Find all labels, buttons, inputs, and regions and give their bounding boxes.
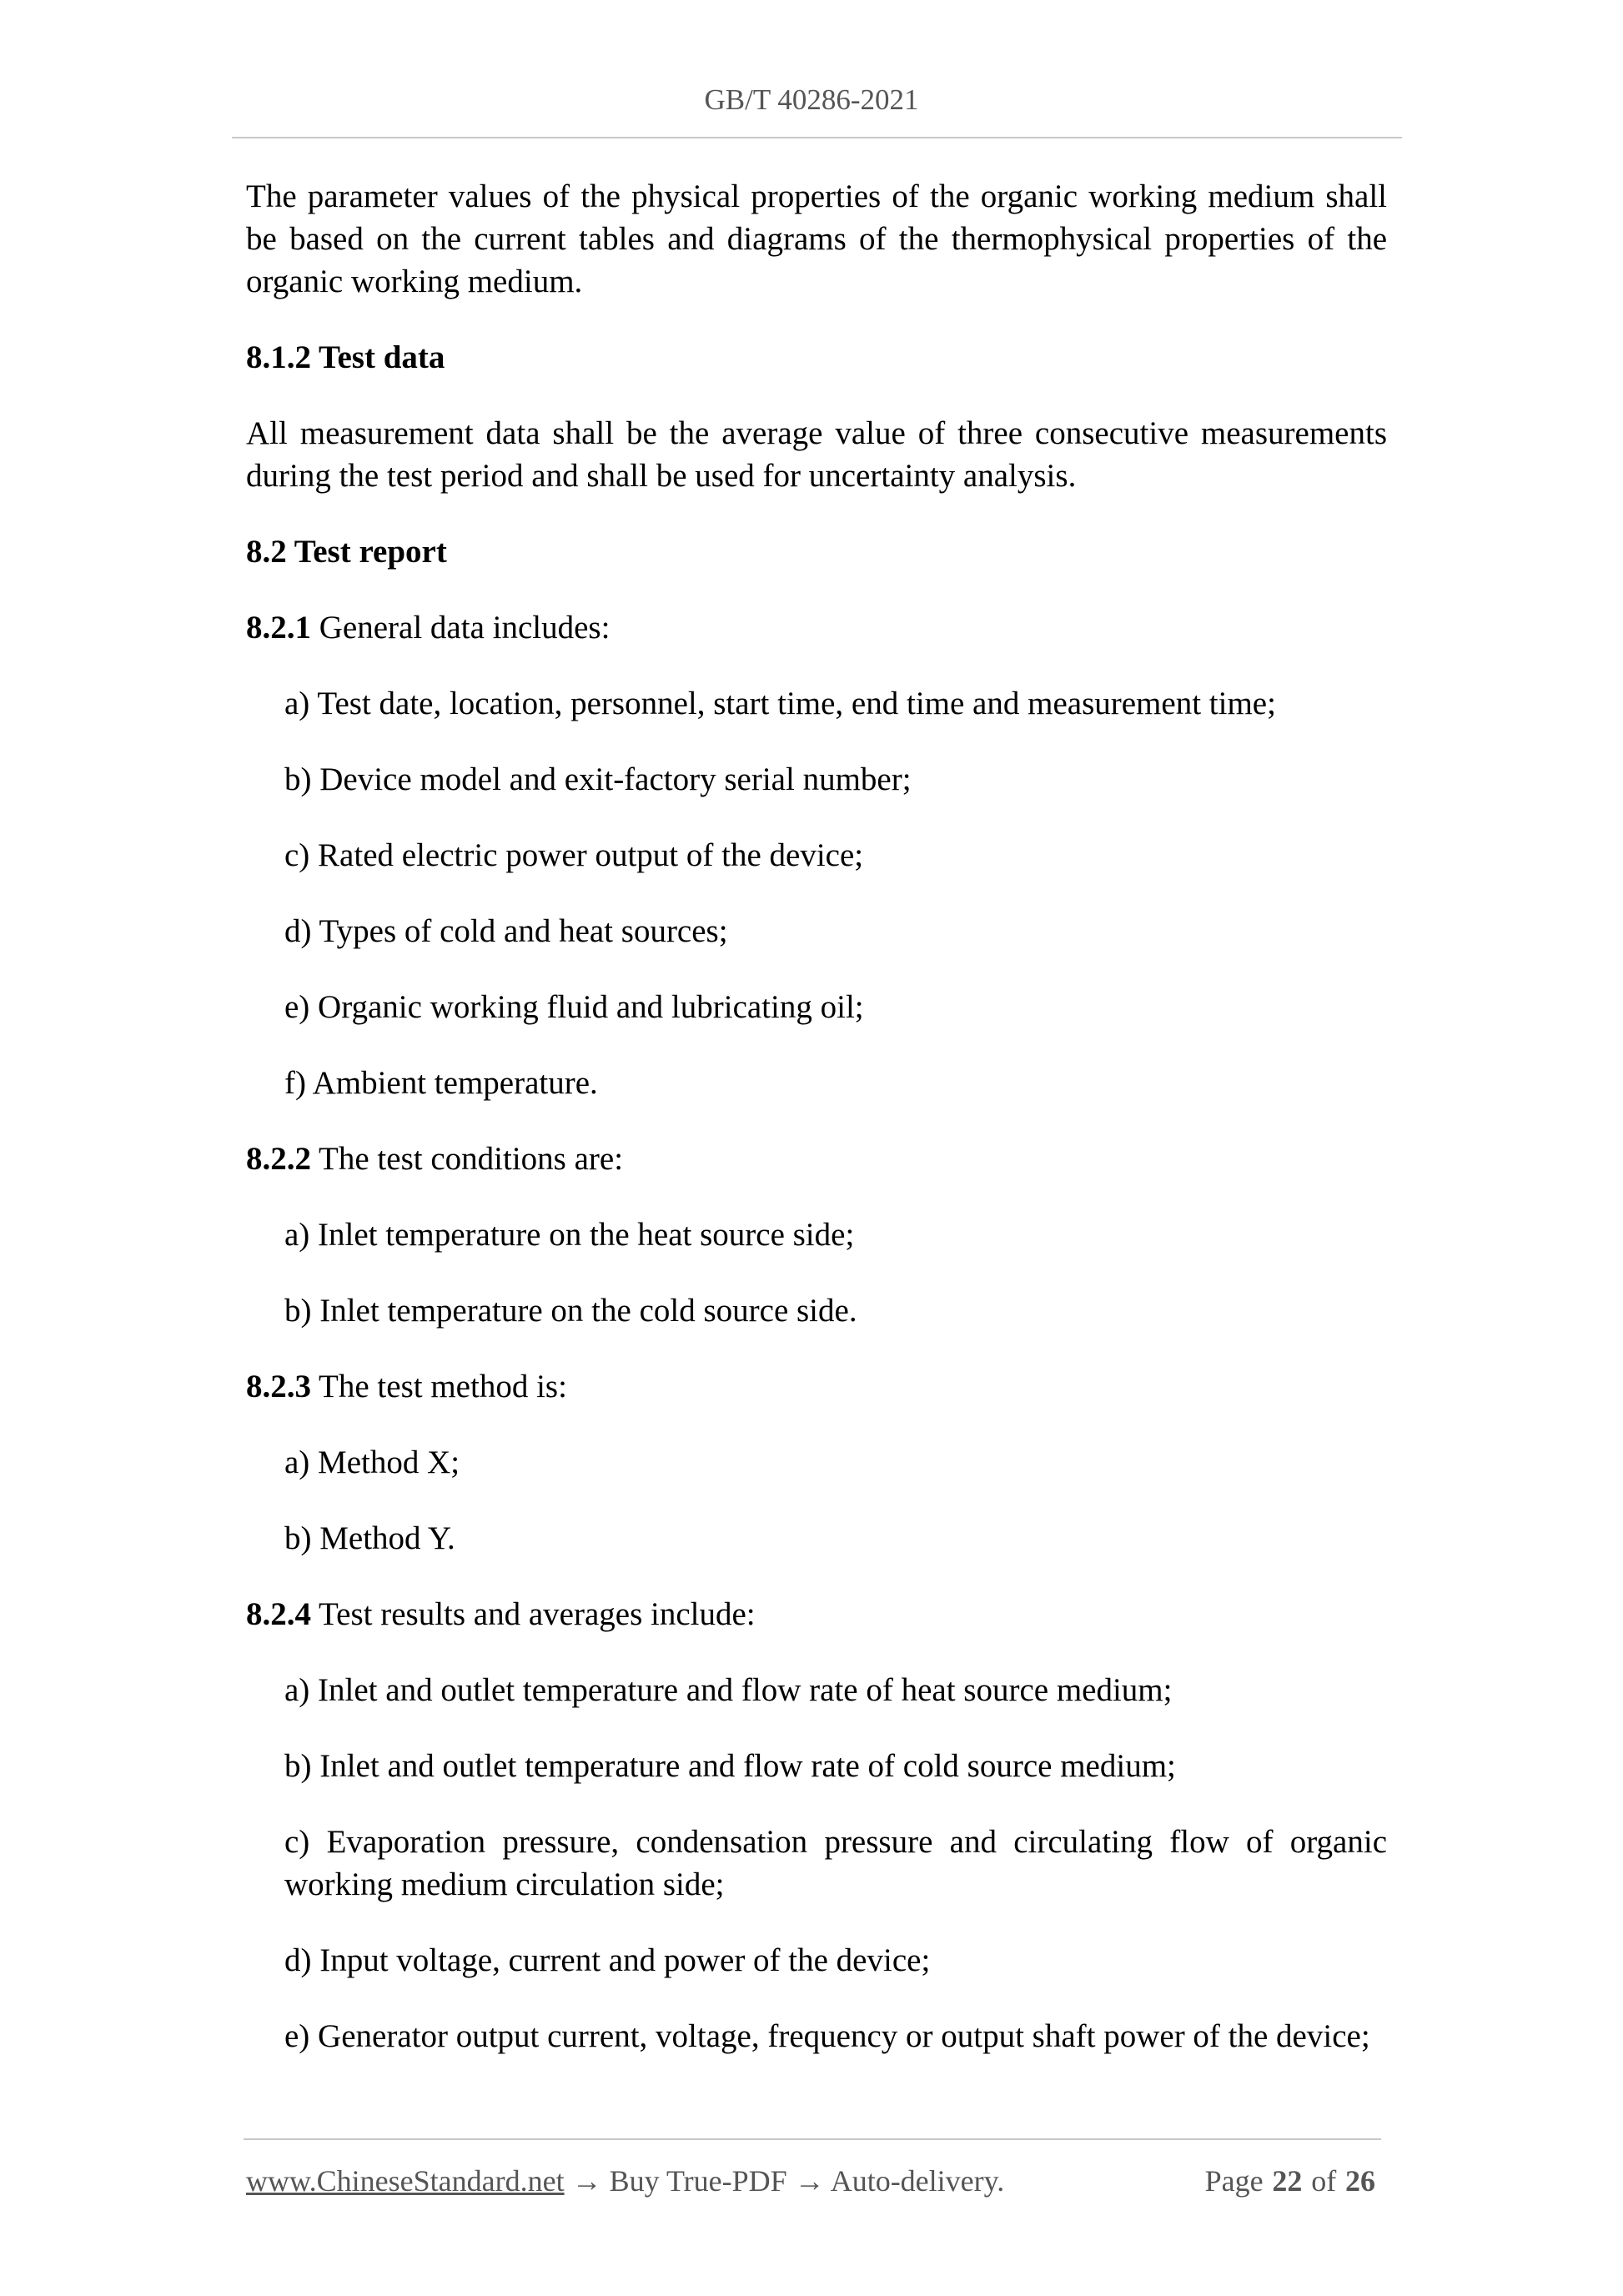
list-item: a) Method X; xyxy=(284,1444,460,1480)
list-item: e) Generator output current, voltage, frequency or output shaft power of the device; xyxy=(284,2018,1370,2054)
test-data-paragraph: All measurement data shall be the average value of three consecutive measurements during the test period and shall be used for uncertainty analysis. xyxy=(246,415,1387,494)
footer-promo-text: → Buy True-PDF → Auto-delivery. xyxy=(564,2164,1005,2198)
header-divider xyxy=(232,137,1402,138)
clause-text: Test results and averages include: xyxy=(319,1596,756,1632)
page-total: 26 xyxy=(1345,2164,1375,2198)
page-indicator xyxy=(1205,2163,1375,2199)
page-of-label: of xyxy=(1311,2164,1337,2198)
section-number: 8.1.2 xyxy=(246,339,311,375)
list-item: e) Organic working fluid and lubricating oil; xyxy=(284,989,864,1025)
footer-divider xyxy=(244,2138,1381,2140)
clause-test-method xyxy=(246,1365,1387,1408)
clause-number: 8.2.1 xyxy=(246,610,311,646)
clause-text: General data includes: xyxy=(319,610,611,646)
list-item: d) Input voltage, current and power of the device; xyxy=(284,1942,931,1978)
section-number: 8.2 xyxy=(246,534,287,570)
clause-test-conditions xyxy=(246,1138,1387,1180)
list-item: c) Evaporation pressure, condensation pressure and circulating flow of organic working medium circulation side; xyxy=(284,1824,1387,1902)
page-label: Page xyxy=(1204,2164,1264,2198)
document-code-header: GB/T 40286-2021 xyxy=(704,83,919,116)
list-item: b) Device model and exit-factory serial number; xyxy=(284,761,912,797)
clause-general-data xyxy=(246,606,1387,649)
clause-test-results xyxy=(246,1593,1387,1635)
footer-promo xyxy=(246,2163,1004,2199)
clause-text: The test method is: xyxy=(319,1369,567,1404)
list-item: f) Ambient temperature. xyxy=(284,1065,598,1101)
list-item: b) Inlet and outlet temperature and flow rate of cold source medium; xyxy=(284,1748,1176,1784)
list-item: a) Inlet temperature on the heat source side; xyxy=(284,1217,855,1253)
page-current: 22 xyxy=(1272,2164,1303,2198)
section-heading-test-report xyxy=(246,530,1387,573)
list-item: b) Inlet temperature on the cold source side. xyxy=(284,1293,857,1329)
page-body xyxy=(246,175,1387,2091)
list-item: b) Method Y. xyxy=(284,1520,455,1556)
clause-number: 8.2.3 xyxy=(246,1369,311,1404)
clause-text: The test conditions are: xyxy=(319,1141,624,1177)
list-item: a) Inlet and outlet temperature and flow rate of heat source medium; xyxy=(284,1672,1173,1708)
list-item: a) Test date, location, personnel, start time, end time and measurement time; xyxy=(284,686,1276,721)
list-item: c) Rated electric power output of the device; xyxy=(284,837,864,873)
clause-number: 8.2.4 xyxy=(246,1596,311,1632)
list-item: d) Types of cold and heat sources; xyxy=(284,913,728,949)
site-link[interactable]: www.ChineseStandard.net xyxy=(246,2164,565,2198)
page-footer xyxy=(246,2163,1375,2199)
section-heading-test-data xyxy=(246,336,1387,379)
intro-paragraph: The parameter values of the physical properties of the organic working medium shall be based on the current tables and diagrams of the thermophysical properties of the organic working medium. xyxy=(246,178,1387,299)
clause-number: 8.2.2 xyxy=(246,1141,311,1177)
section-title: Test report xyxy=(294,534,447,570)
section-title: Test data xyxy=(319,339,445,375)
